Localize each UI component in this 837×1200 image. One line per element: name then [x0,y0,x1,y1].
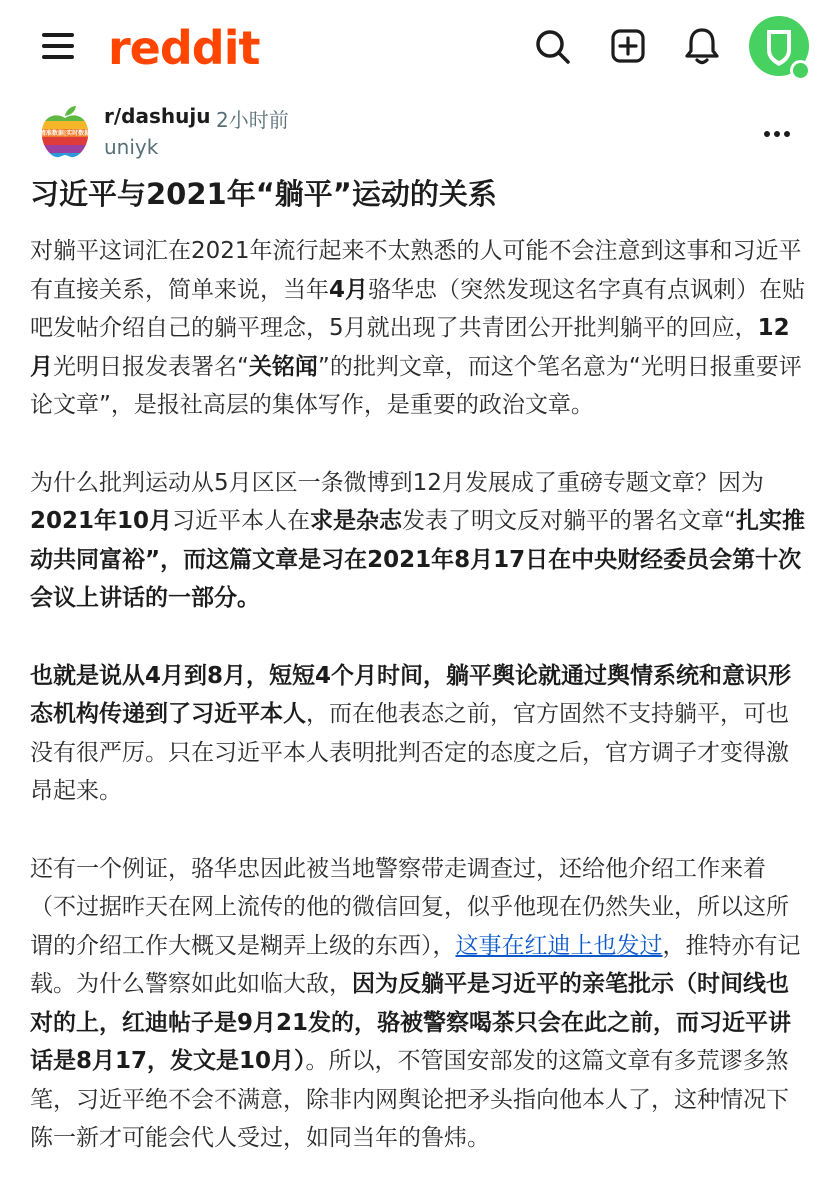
bold-text: 求是杂志 [310,508,403,534]
dot [774,131,780,137]
bold-text: 也就是说从4月到8月，短短4个月时间，躺平舆论就通过舆情系统和意识形态机构传递到了习近平本人 [30,662,792,727]
bold-text: 因为反躺平是习近平的亲笔批示（时间线也对的上，红迪帖子是9月21发的，骆被警察喝茶只会在此之前，而习近平讲话是8月17，发文是10月） [30,971,792,1074]
create-post-icon[interactable] [606,24,650,68]
menu-line [42,33,74,37]
bold-text: 关铭闻 [248,353,318,380]
text: 为什么批判运动从5月区区一条微博到12月发展成了重磅专题文章？因为 [30,469,764,496]
text: 光明日报发表署名“ [53,353,249,380]
post-title: 习近平与2021年“躺平”运动的关系 [30,177,497,211]
bold-text: 4月 [329,276,369,303]
bold-text: 扎实推动共同富裕”，而这篇文章是习在2021年8月17日在中央财经委员会第十次会议上讲话的一部分。 [30,508,805,611]
author-username[interactable]: uniyk [104,135,159,159]
paragraph-1 [30,232,810,425]
text: ”的批判文章，而这个笔名意为“光明日报重要评论文章”，是报社高层的集体写作，是重要的政治文章。 [30,353,802,418]
dot [764,131,770,137]
post-body [30,232,810,1197]
text: 还有一个例证，骆华忠因此被当地警察带走调查过，还给他介绍工作来着（不过据昨天在网上流传的他的微信回复，似乎他现在仍然失业，所以这所谓的介绍工作大概又是糊弄上级的东西）， [30,855,789,959]
text: 骆华忠（突然发现这名字真有点讽刺）在贴吧发帖介绍自己的躺平理念，5月就出现了共青团公开批判躺平的回应， [30,276,806,341]
subreddit-icon-label: 精准数据|实时数据 [39,130,91,137]
subreddit-icon[interactable] [36,104,94,160]
text: 习近平本人在 [172,508,311,534]
paragraph-4 [30,850,810,1158]
online-status-dot [790,60,811,81]
top-bar [0,0,837,96]
bold-text: 12月 [30,315,790,380]
dot [784,131,790,137]
menu-line [42,55,74,59]
text: ，推特亦有记载。为什么警察如此如临大敌， [30,932,801,997]
text: 发表了明文反对躺平的署名文章“ [402,508,736,534]
paragraph-3 [30,657,810,811]
text: ，而在他表态之前，官方固然不支持躺平，可也没有很严厉。只在习近平本人表明批判否定的态度之后，官方调子才变得激昂起来。 [30,701,789,804]
text: 对躺平这词汇在2021年流行起来不太熟悉的人可能不会注意到这事和习近平有直接关系，简单来说，当年 [30,238,802,303]
more-options-icon[interactable] [760,124,794,144]
post-time: 2小时前 [216,108,289,132]
reddit-logo[interactable]: reddit [108,21,260,75]
reddit-post-link[interactable]: 这事在红迪上也发过 [455,932,663,959]
paragraph-2 [30,464,810,618]
notifications-icon[interactable] [680,24,724,68]
search-icon[interactable] [530,24,574,68]
text: 。所以，不管国安部发的这篇文章有多荒谬多煞笔，习近平绝不会不满意，除非内网舆论把矛头指向他本人了，这种情况下陈一新才可能会代人受过，如同当年的鲁炜。 [30,1048,789,1151]
bold-text: 2021年10月 [30,508,173,534]
post-header [0,98,837,168]
menu-line [42,44,74,48]
subreddit-name[interactable]: r/dashuju [104,104,211,128]
menu-icon[interactable] [42,30,76,60]
